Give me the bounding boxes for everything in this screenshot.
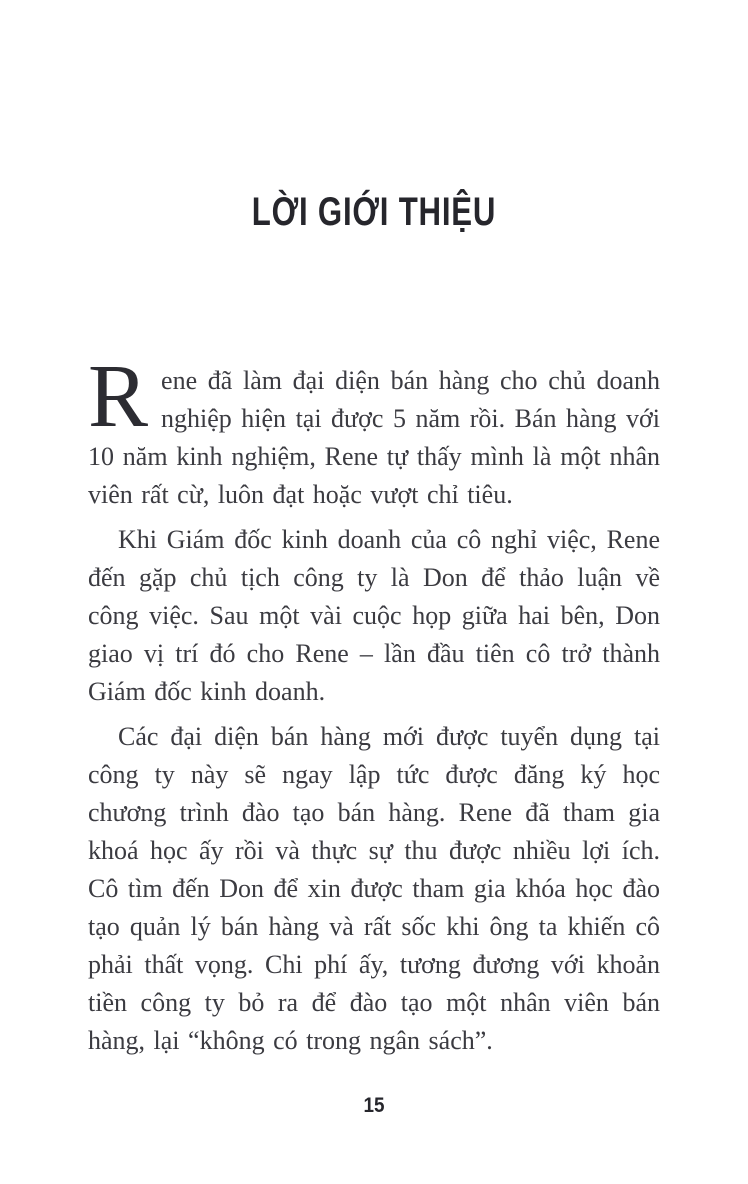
page-number: 15 xyxy=(363,1094,385,1117)
body-text xyxy=(88,347,660,1067)
paragraph-3: Các đại diện bán hàng mới được tuyển dụng tại công ty này sẽ ngay lập tức được đăng ký học chương trình đào tạo bán hàng. Rene đã tham gia khoá học ấy rồi và thực sự thu được nhiều lợi ích. Cô tìm đến Don để xin được tham gia khóa học đào tạo quản lý bán hàng và rất sốc khi ông ta khiến cô phải thất vọng. Chi phí ấy, tương đương với khoản tiền công ty bỏ ra để đào tạo một nhân viên bán hàng, lại “không có trong ngân sách”. xyxy=(88,722,660,1055)
paragraph-intro xyxy=(88,347,660,514)
paragraph-intro-text: ene đã làm đại diện bán hàng cho chủ doanh nghiệp hiện tại được 5 năm rồi. Bán hàng với 10 năm kinh nghiệm, Rene tự thấy mình là một nhân viên rất cừ, luôn đạt hoặc vượt chỉ tiêu. xyxy=(88,366,660,509)
paragraph-2: Khi Giám đốc kinh doanh của cô nghỉ việc, Rene đến gặp chủ tịch công ty là Don để thảo luận về công việc. Sau một vài cuộc họp giữa hai bên, Don giao vị trí đó cho Rene – lần đầu tiên cô trở thành Giám đốc kinh doanh. xyxy=(88,525,660,706)
dropcap-letter: R xyxy=(88,347,149,446)
chapter-title: LỜI GIỚI THIỆU xyxy=(251,190,497,234)
